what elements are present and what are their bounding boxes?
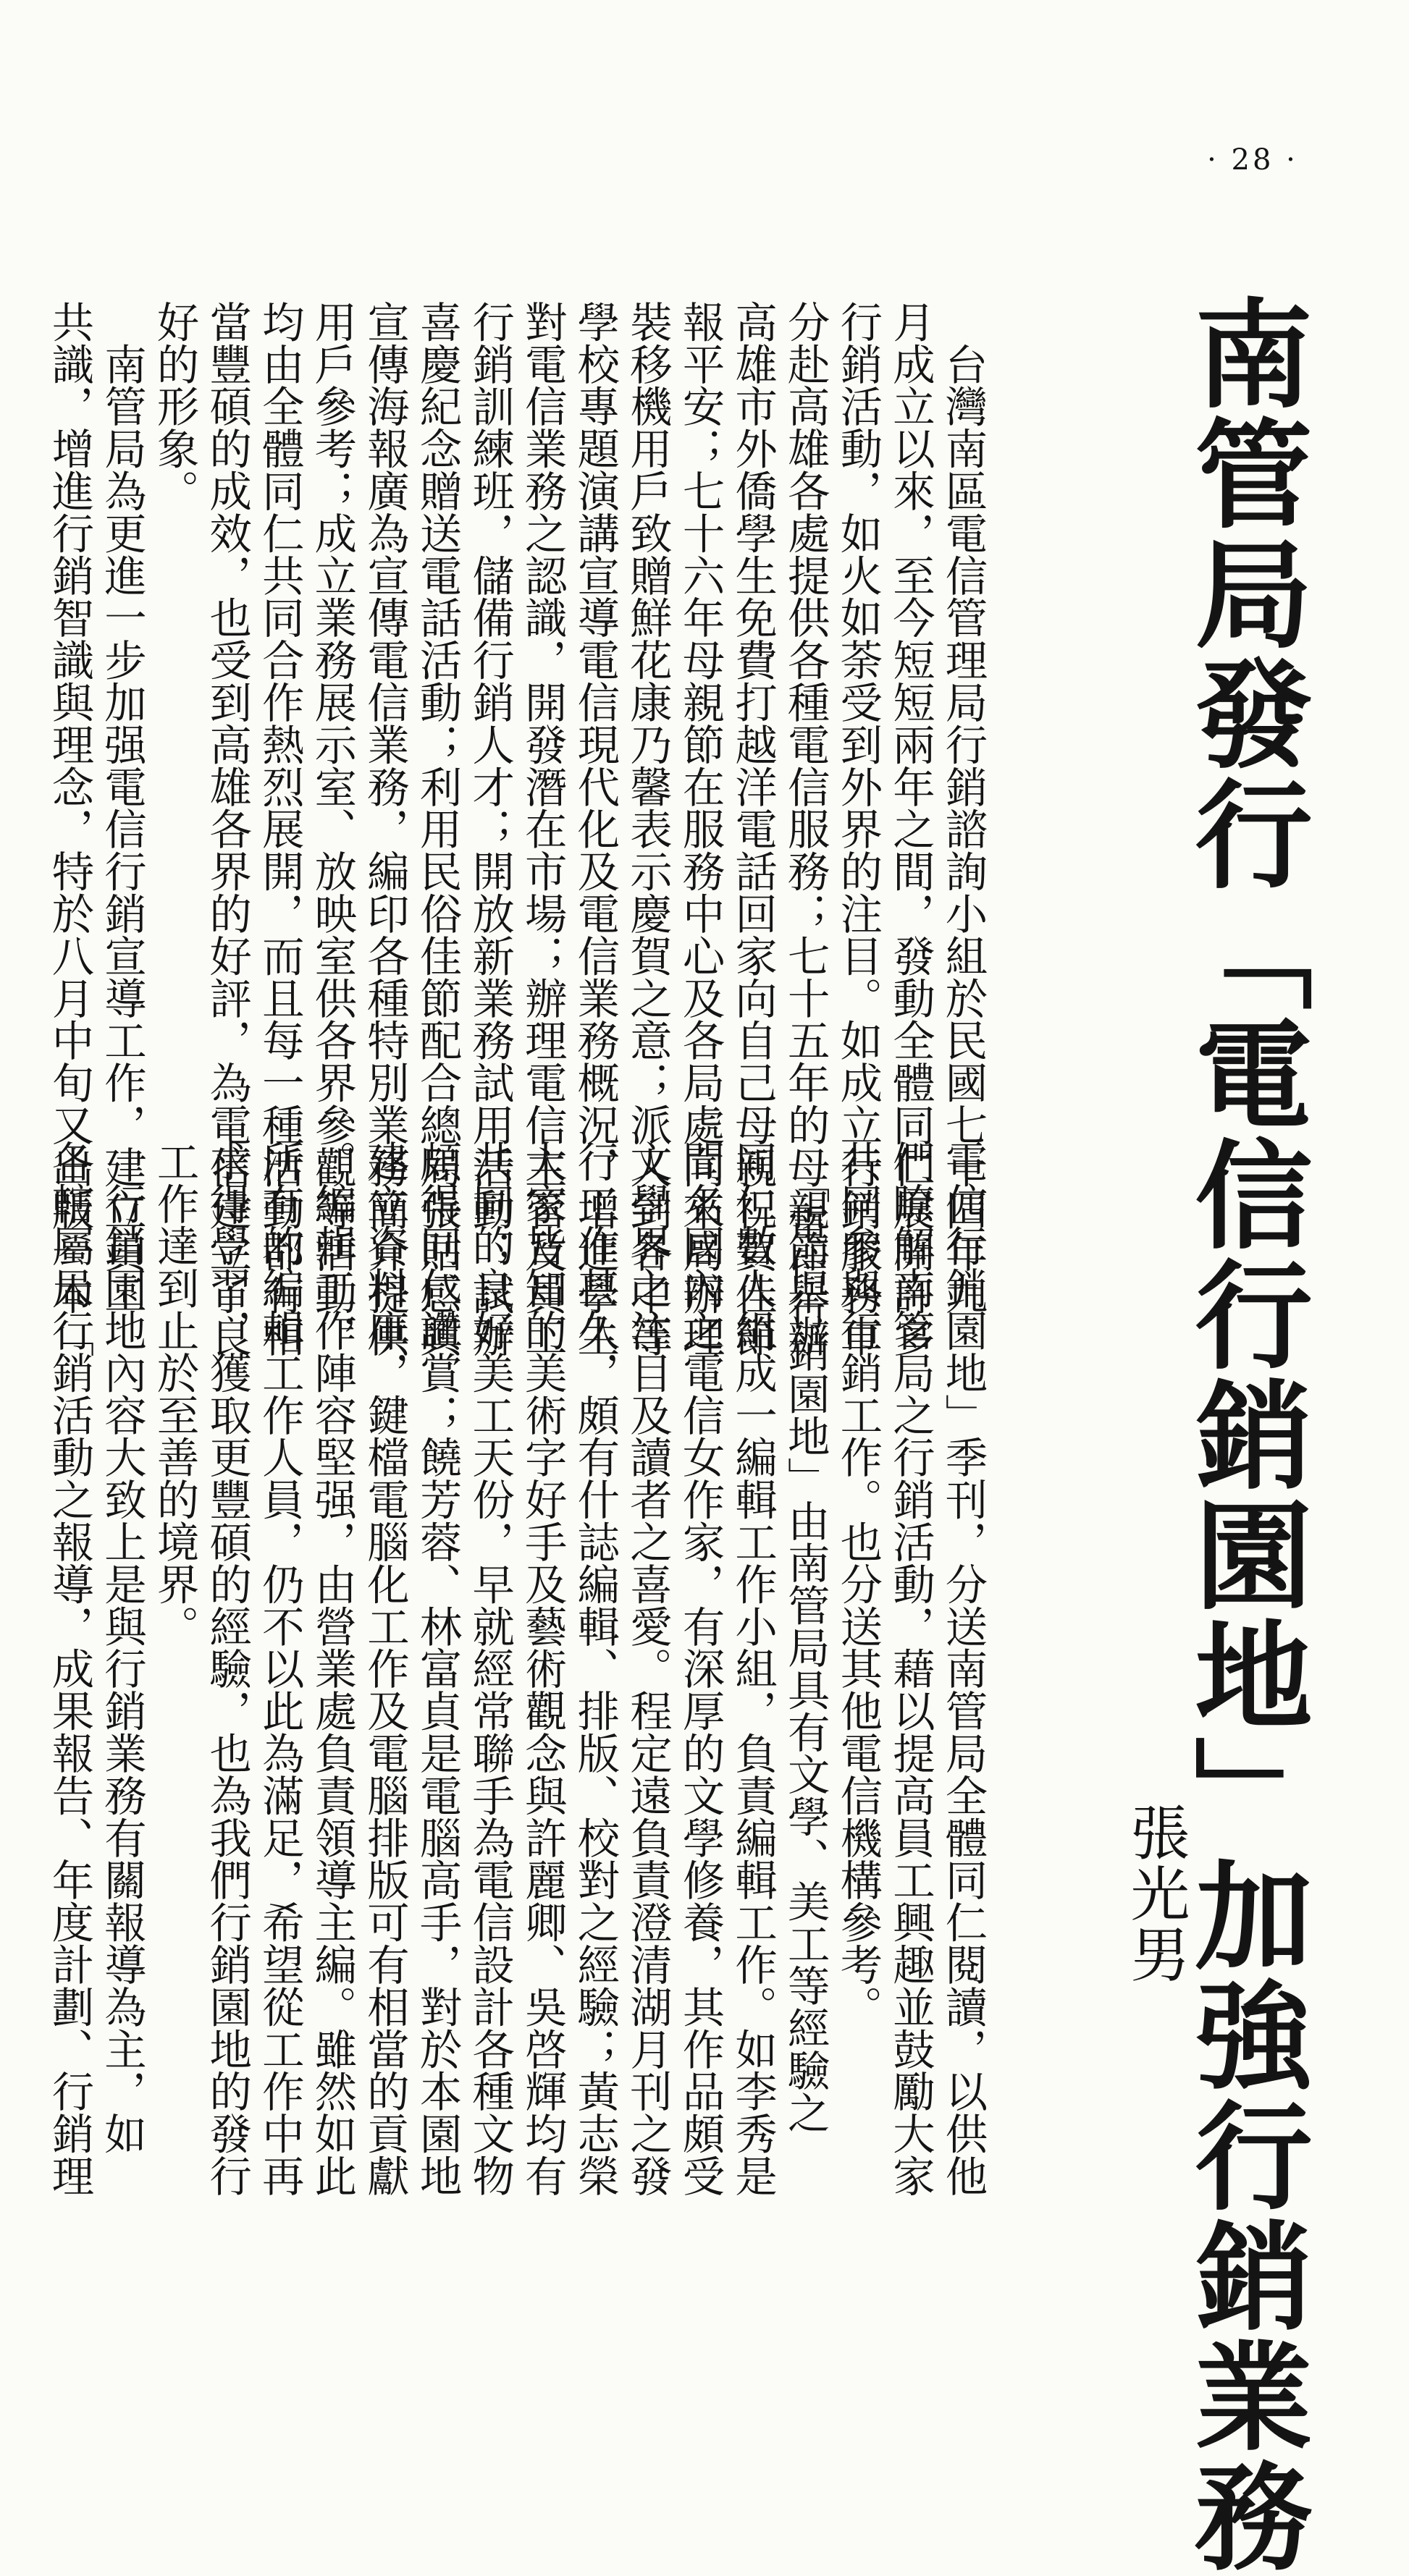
text-column: 行銷園地內容大致上是與行銷業務有關報導為主，如 xyxy=(97,1140,147,2155)
article-title: 南管局發行「電信行銷園地」加強行銷業務 xyxy=(1175,293,1313,2576)
text-column: 行銷訓練班，儲備行銷人才；開放新業務試用活動；試辦 xyxy=(465,300,515,1357)
text-column: 行銷活動，如火如荼受到外界的注目。如成立行銷服務車 xyxy=(833,300,883,1357)
text-column: 共同的良好美工天份，早就經常聯手為電信設計各種文物 xyxy=(465,1140,515,2197)
text-column: 。編輯工作陣容堅强，由營業處負責領導主編。雖然如此 xyxy=(307,1140,357,2197)
text-column: 月成立以來，至今短短兩年之間，發動全體同仁展開許多 xyxy=(886,300,935,1357)
body-text-lower xyxy=(29,1140,989,2197)
text-column: 對電信業務之認識，開發潛在市場；辦理電信主管及員工 xyxy=(518,300,568,1357)
text-column: 南管局為更進一步加强電信行銷宣導工作，建立員工 xyxy=(97,300,147,1315)
text-column: 共同參與行銷工作。也分送其他電信機構參考。 xyxy=(833,1140,883,2028)
text-column: 建立資料庫，鍵檔電腦化工作及電腦排版可有相當的貢獻 xyxy=(360,1140,410,2197)
text-column: 宣傳海報廣為宣傳電信業務，編印各種特別業務簡介提供 xyxy=(360,300,410,1357)
author-name: 張光男 xyxy=(1121,1802,1190,1985)
text-column: 喜慶紀念贈送電話活動；利用民俗佳節配合總局張貼感興 xyxy=(413,300,463,1357)
text-column: 均由全體同仁共同合作熱烈展開，而且每一種活動都有相 xyxy=(255,300,305,1357)
text-column: 共識，增進行銷智識與理念，特於八月中旬又出版一本「 xyxy=(44,300,94,1357)
text-column: 大家皆知的美術字好手及藝術觀念與許麗卿、吳啓輝均有 xyxy=(518,1140,568,2197)
text-column: 分赴高雄各處提供各種電信服務；七十五年的母親節舉辦 xyxy=(781,300,830,1357)
text-column: 所有的編輯工作人員，仍不以此為滿足，希望從工作中再 xyxy=(255,1140,305,2197)
text-column: 求得學習，獲取更豐碩的經驗，也為我們行銷園地的發行 xyxy=(202,1140,252,2197)
text-column: 好的形象。 xyxy=(150,300,200,512)
text-column: 文學界之注目及讀者之喜愛。程定遠負責澄清湖月刊之發 xyxy=(623,1140,673,2197)
body-text-upper xyxy=(44,300,989,1357)
text-column: 台灣南區電信管理局行銷諮詢小組於民國七十四年九 xyxy=(938,300,988,1315)
text-column: 各轄屬局行銷活動之報導，成果報告、年度計劃、行銷理 xyxy=(44,1140,94,2197)
text-column: 頗得同仁讚賞；饒芳蓉、林富貞是電腦高手，對於本園地 xyxy=(413,1140,463,2197)
text-column: 高雄市外僑學生免費打越洋電話回家向自己母親祝賀佳節 xyxy=(728,300,778,1357)
text-column: 電信行銷園地」季刊，分送南管局全體同仁閱讀，以供他 xyxy=(938,1140,988,2197)
text-column: 用戶參考；成立業務展示室、放映室供各界參觀等活動， xyxy=(307,300,357,1357)
text-column: 同仁數人組成一編輯工作小組，負責編輯工作。如李秀是 xyxy=(728,1140,778,2197)
text-column: 裝移機用戶致贈鮮花康乃馨表示慶賀之意；派人到各中等 xyxy=(623,300,673,1357)
page-number: · 28 · xyxy=(1207,143,1298,177)
text-column: 當豐碩的成效，也受到高雄各界的好評，為電信建立了良 xyxy=(202,300,252,1357)
text-column: 學校專題演講宣導電信現代化及電信業務概況，增進學生 xyxy=(570,300,620,1357)
text-column: 「電信行銷園地」由南管局具有文學、美工等經驗之 xyxy=(781,1140,830,2134)
text-column: 工作達到止於至善的境界。 xyxy=(150,1140,200,1647)
text-column: 聞名國內之電信女作家，有深厚的文學修養，其作品頗受 xyxy=(676,1140,725,2197)
text-column: 行工作甚久，頗有什誌編輯、排版、校對之經驗；黃志榮 xyxy=(570,1140,620,2197)
text-column: 報平安；七十六年母親節在服務中心及各局處向來局辦理 xyxy=(676,300,725,1357)
text-column: 們瞭解南管局之行銷活動，藉以提高員工興趣並鼓勵大家 xyxy=(886,1140,935,2197)
